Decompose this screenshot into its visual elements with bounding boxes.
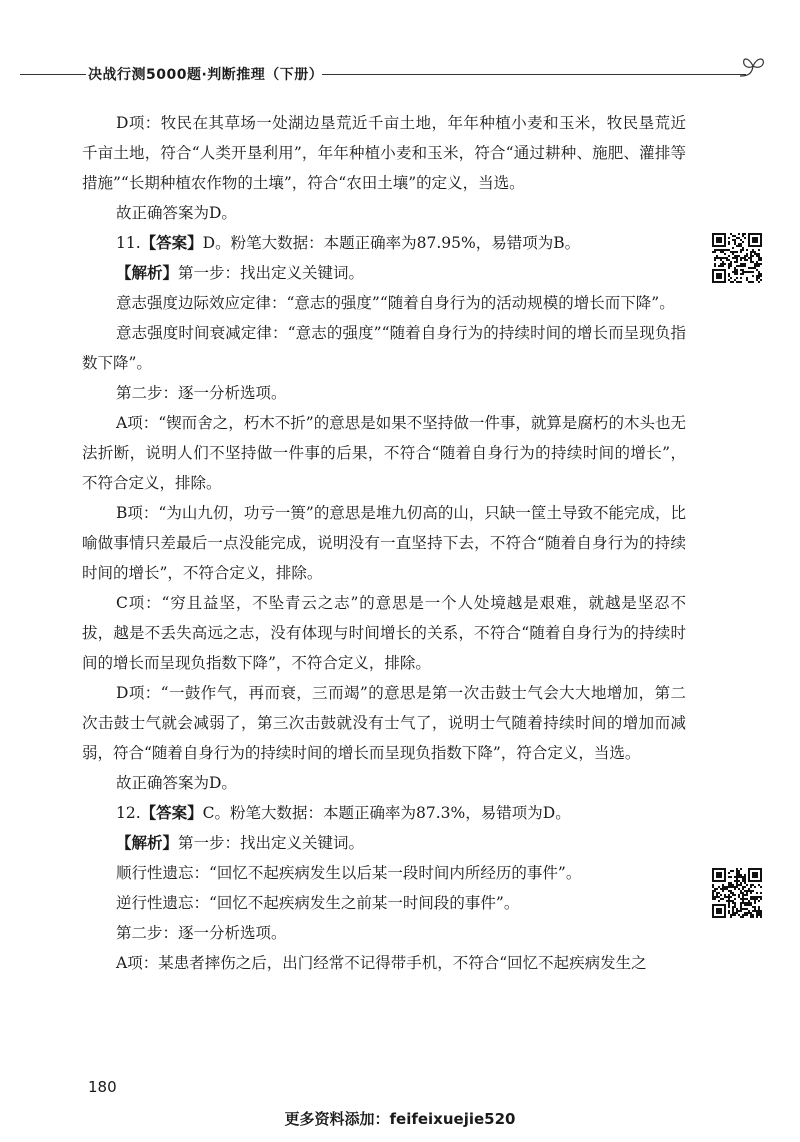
paragraph: 第二步：逐一分析选项。 [116, 384, 287, 402]
q12-answer-line [82, 798, 686, 828]
page-body [82, 108, 686, 978]
paragraph: A项：某患者摔伤之后，出门经常不记得带手机，不符合“回忆不起疾病发生之 [116, 954, 647, 972]
paragraph: 故正确答案为D。 [116, 204, 237, 222]
q11-analysis-line [82, 258, 686, 288]
paragraph: 逆行性遗忘：“回忆不起疾病发生之前某一时间段的事件”。 [116, 894, 520, 912]
header-rule-right [322, 74, 746, 75]
paragraph: D项：牧民在其草场一处湖边垦荒近千亩土地，年年种植小麦和玉米，牧民垦荒近千亩土地，符合“人类开垦利用”，年年种植小麦和玉米，符合“通过耕种、施肥、灌排等措施”“长期种植农作物的土壤”，符合“农田土壤”的定义，当选。 [82, 114, 686, 192]
qr-code-icon[interactable] [712, 233, 762, 283]
running-header [0, 60, 800, 90]
sprout-icon [738, 52, 768, 80]
header-rule-left [20, 74, 86, 75]
book-title: 决战行测5000题·判断推理（下册） [88, 67, 324, 83]
paragraph: 第二步：逐一分析选项。 [116, 924, 287, 942]
paragraph: D项：“一鼓作气，再而衰，三而竭”的意思是第一次击鼓士气会大大地增加，第二次击鼓士气就会减弱了，第三次击鼓就没有士气了，说明士气随着持续时间的增加而减弱，符合“随着自身行为的持续时间的增长而呈现负指数下降”，符合定义，当选。 [82, 684, 686, 762]
paragraph: B项：“为山九仞，功亏一篑”的意思是堆九仞高的山，只缺一筐土导致不能完成，比喻做事情只差最后一点没能完成，说明没有一直坚持下去，不符合“随着自身行为的持续时间的增长”，不符合定义，排除。 [82, 504, 686, 582]
paragraph: 意志强度边际效应定律：“意志的强度”“随着自身行为的活动规模的增长而下降”。 [116, 294, 675, 312]
paragraph: 意志强度时间衰减定律：“意志的强度”“随着自身行为的持续时间的增长而呈现负指数下降”。 [82, 324, 686, 372]
q12-analysis-line [82, 828, 686, 858]
analysis-label: 【解析】 [116, 264, 179, 282]
analysis-text: 第一步：找出定义关键词。 [178, 834, 365, 852]
analysis-text: 第一步：找出定义关键词。 [178, 264, 365, 282]
qr-code-icon[interactable] [712, 868, 762, 918]
footer-note: 更多资料添加：feifeixuejie520 [284, 1110, 516, 1128]
analysis-label: 【解析】 [116, 834, 179, 852]
answer-label: 【答案】 [140, 804, 203, 822]
question-number: 11. [116, 234, 141, 252]
q11-answer-line [82, 228, 686, 258]
question-number: 12. [116, 804, 141, 822]
paragraph: 顺行性遗忘：“回忆不起疾病发生以后某一段时间内所经历的事件”。 [116, 864, 582, 882]
paragraph: A项：“锲而舍之，朽木不折”的意思是如果不坚持做一件事，就算是腐朽的木头也无法折断，说明人们不坚持做一件事的后果，不符合“随着自身行为的持续时间的增长”，不符合定义，排除。 [82, 414, 686, 492]
answer-text: C。粉笔大数据：本题正确率为87.3%，易错项为D。 [202, 804, 571, 822]
paragraph: 故正确答案为D。 [116, 774, 237, 792]
page-number: 180 [88, 1078, 117, 1096]
answer-label: 【答案】 [140, 234, 203, 252]
paragraph: C项：“穷且益坚，不坠青云之志”的意思是一个人处境越是艰难，就越是坚忍不拔，越是不丢失高远之志，没有体现与时间增长的关系，不符合“随着自身行为的持续时间的增长而呈现负指数下降”，不符合定义，排除。 [82, 594, 686, 672]
answer-text: D。粉笔大数据：本题正确率为87.95%，易错项为B。 [202, 234, 581, 252]
